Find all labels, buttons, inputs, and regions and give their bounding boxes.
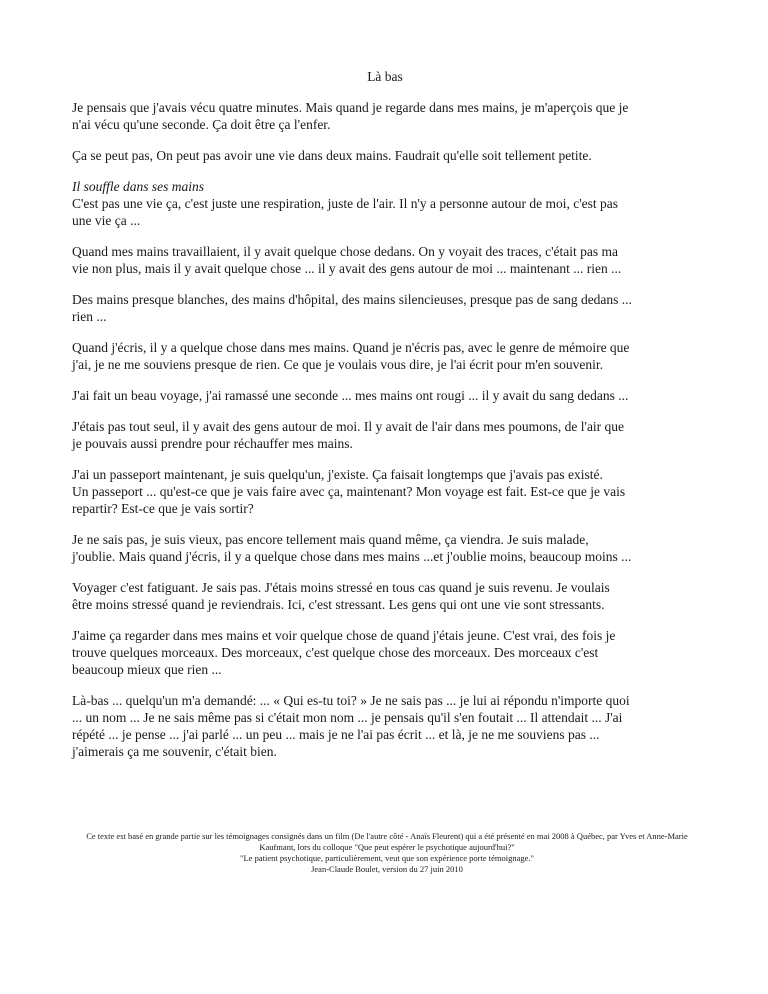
paragraph-2: [72, 147, 698, 164]
paragraph-11: [72, 579, 698, 613]
text-line: j'aimerais ça me souvenir, c'était bien.: [72, 744, 277, 759]
footer-line: Kaufmant, lors du colloque "Que peut espérer le psychotique aujourd'hui?": [259, 842, 515, 852]
text-line: ... un nom ... Je ne sais même pas si c'était mon nom ... je pensais qu'il s'en foutait ... Il attendait ... J'ai: [72, 710, 623, 725]
text-line: Des mains presque blanches, des mains d'hôpital, des mains silencieuses, presque pas de sang dedans ...: [72, 292, 632, 307]
text-line: être moins stressé quand je reviendrais. Ici, c'est stressant. Les gens qui ont une vie sont stressants.: [72, 597, 605, 612]
paragraph-3: [72, 195, 698, 229]
paragraph-8: [72, 418, 698, 452]
paragraph-7: [72, 387, 698, 404]
text-line: n'ai vécu qu'une seconde. Ça doit être ça l'enfer.: [72, 117, 331, 132]
text-line: vie non plus, mais il y avait quelque chose ... il y avait des gens autour de moi ... maintenant ... rien ...: [72, 261, 622, 276]
text-line: Voyager c'est fatiguant. Je sais pas. J'étais moins stressé en tous cas quand je suis revenu. Je voulais: [72, 580, 610, 595]
document-body: [72, 68, 698, 774]
text-line: C'est pas une vie ça, c'est juste une respiration, juste de l'air. Il n'y a personne autour de moi, c'est pas: [72, 196, 619, 211]
paragraph-10: [72, 531, 698, 565]
text-line: Ça se peut pas, On peut pas avoir une vie dans deux mains. Faudrait qu'elle soit tellement petite.: [72, 148, 592, 163]
footer-line: Ce texte est basé en grande partie sur les témoignages consignés dans un film (De l'autre côté - Anaïs Fleurent) qui a été présenté en mai 2008 à Québec, par Yves et Anne-Marie: [86, 831, 688, 841]
footer-line: Jean-Claude Boulet, version du 27 juin 2010: [311, 864, 463, 874]
text-line: Un passeport ... qu'est-ce que je vais faire avec ça, maintenant? Mon voyage est fait. Est-ce que je vais: [72, 484, 626, 499]
paragraph-12: [72, 627, 698, 678]
paragraph-5: [72, 291, 698, 325]
text-line: rien ...: [72, 309, 107, 324]
text-line: J'aime ça regarder dans mes mains et voir quelque chose de quand j'étais jeune. C'est vrai, des fois je: [72, 628, 616, 643]
text-line: Là-bas ... quelqu'un m'a demandé: ... « Qui es-tu toi? » Je ne sais pas ... je lui ai répondu n'importe quoi: [72, 693, 630, 708]
text-line: Je ne sais pas, je suis vieux, pas encore tellement mais quand même, ça viendra. Je suis malade,: [72, 532, 589, 547]
text-line: J'étais pas tout seul, il y avait des gens autour de moi. Il y avait de l'air dans mes poumons, de l'air que: [72, 419, 625, 434]
text-line: je pouvais aussi prendre pour réchauffer mes mains.: [72, 436, 353, 451]
stage-direction: [72, 178, 698, 195]
text-line: repartir? Est-ce que je vais sortir?: [72, 501, 254, 516]
paragraph-1: [72, 99, 698, 133]
text-line: répété ... je pense ... j'ai parlé ... un peu ... mais je ne l'ai pas écrit ... et là, je ne me souviens pas ...: [72, 727, 600, 742]
paragraph-13: [72, 692, 698, 760]
paragraph-9: [72, 466, 698, 517]
document-title: Là bas: [367, 69, 403, 84]
text-line: Quand j'écris, il y a quelque chose dans mes mains. Quand je n'écris pas, avec le genre de mémoire que: [72, 340, 630, 355]
text-line: beaucoup mieux que rien ...: [72, 662, 222, 677]
text-line: j'oublie. Mais quand j'écris, il y a quelque chose dans mes mains ...et j'oublie moins, beaucoup moins ...: [72, 549, 632, 564]
text-line: Il souffle dans ses mains: [72, 179, 205, 194]
text-line: j'ai, je ne me souviens presque de rien. Ce que je voulais vous dire, je l'ai écrit pour m'en souvenir.: [72, 357, 604, 372]
paragraph-4: [72, 243, 698, 277]
text-line: J'ai fait un beau voyage, j'ai ramassé une seconde ... mes mains ont rougi ... il y avait du sang dedans ...: [72, 388, 629, 403]
text-line: une vie ça ...: [72, 213, 141, 228]
text-line: Je pensais que j'avais vécu quatre minutes. Mais quand je regarde dans mes mains, je m'aperçois que je: [72, 100, 629, 115]
text-line: trouve quelques morceaux. Des morceaux, c'est quelque chose des morceaux. Des morceaux c'est: [72, 645, 599, 660]
text-line: Quand mes mains travaillaient, il y avait quelque chose dedans. On y voyait des traces, c'était pas ma: [72, 244, 619, 259]
text-line: J'ai un passeport maintenant, je suis quelqu'un, j'existe. Ça faisait longtemps que j'avais pas existé.: [72, 467, 603, 482]
footer-note: [56, 831, 718, 875]
footer-line: "Le patient psychotique, particulièrement, veut que son expérience porte témoignage.": [240, 853, 534, 863]
paragraph-6: [72, 339, 698, 373]
